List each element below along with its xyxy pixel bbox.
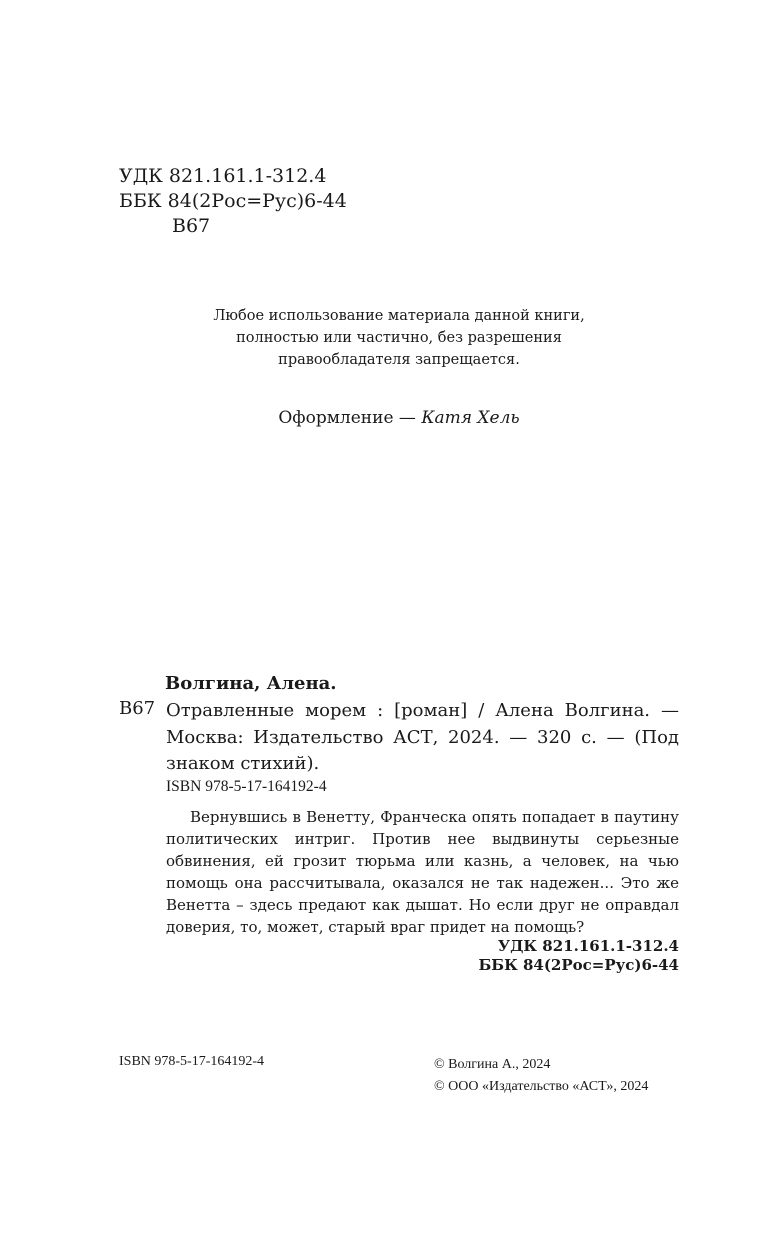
copyright-block: [434, 1054, 648, 1098]
bibliographic-description: Отравленные морем : [роман] / Алена Волгина. — Москва: Издательство АСТ, 2024. — 320 с. — (Под знаком стихий).: [166, 700, 679, 774]
author-heading: Волгина, Алена.: [165, 673, 337, 694]
notice-line-2: полностью или частично, без разрешения: [236, 330, 562, 346]
author-mark: В67: [172, 215, 211, 237]
bbk-code-bold: ББК 84(2Рос=Рус)6-44: [478, 956, 679, 974]
footer-isbn: ISBN 978-5-17-164192-4: [119, 1054, 265, 1069]
copyright-publisher: © ООО «Издательство «АСТ», 2024: [434, 1079, 649, 1094]
bib-author-mark: В67: [119, 698, 156, 719]
copyright-author: © Волгина А., 2024: [434, 1057, 551, 1072]
design-label: Оформление —: [278, 408, 422, 428]
notice-line-1: Любое использование материала данной книги,: [213, 308, 585, 324]
bbk-code: ББК 84(2Рос=Рус)6-44: [119, 190, 347, 212]
udk-code-bold: УДК 821.161.1-312.4: [497, 937, 679, 955]
notice-line-3: правообладателя запрещается.: [278, 352, 520, 368]
designer-name: Катя Хель: [421, 408, 520, 428]
udk-code: УДК 821.161.1-312.4: [119, 165, 327, 187]
isbn: ISBN 978-5-17-164192-4: [166, 778, 327, 795]
annotation: Вернувшись в Венетту, Франческа опять попадает в паутину политических интриг. Против нее выдвинуты серьезные обвинения, ей грозит тюрьма или казнь, а человек, на чью помощь она рассчитывала, оказался не так надежен... Это же Венетта – здесь предают как дышат. Но если друг не оправдал доверия, то, может, старый враг придет на помощь?: [166, 808, 679, 936]
classification-codes-bold: [430, 937, 679, 975]
design-credit: [190, 408, 608, 428]
classification-block: [119, 164, 347, 239]
copyright-notice: [190, 305, 608, 371]
